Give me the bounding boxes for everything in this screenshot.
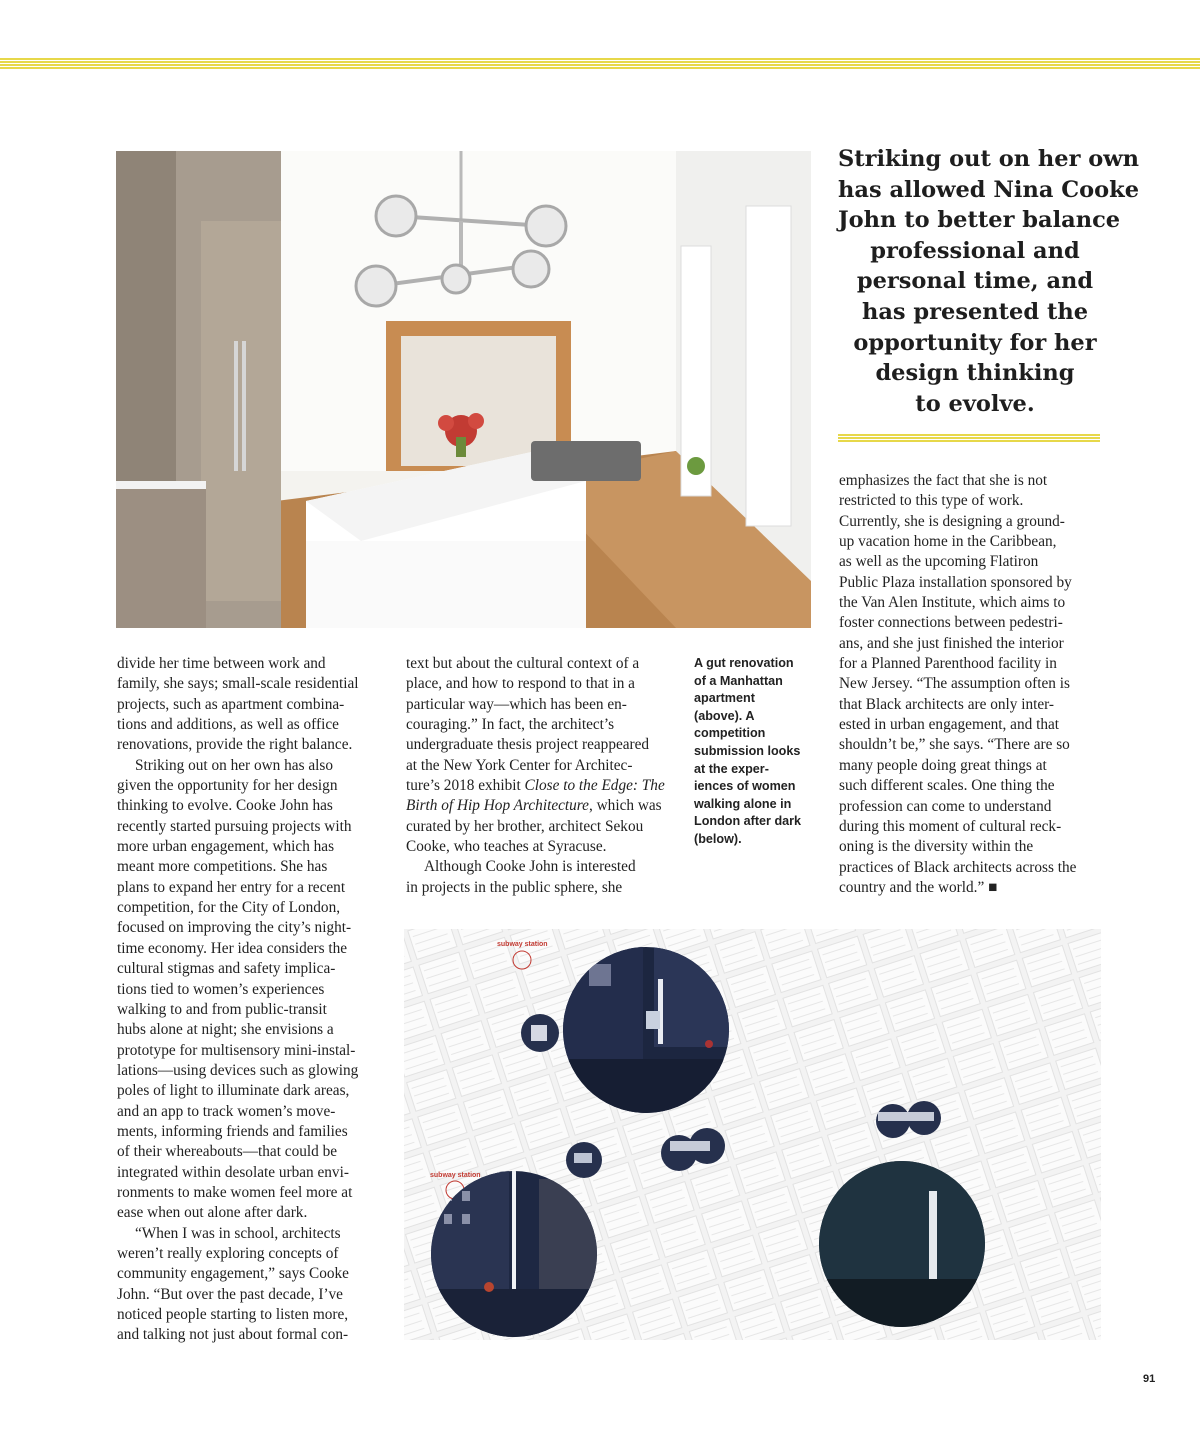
text-line: Currently, she is designing a ground- bbox=[839, 512, 1065, 530]
caption-line: of a Manhattan bbox=[694, 673, 783, 688]
text-line: Cooke, who teaches at Syracuse. bbox=[406, 838, 607, 856]
text-line: practices of Black architects across the bbox=[839, 858, 1077, 876]
text-line: projects, such as apartment combina- bbox=[117, 695, 345, 713]
text-line: hubs alone at night; she envisions a bbox=[117, 1021, 334, 1039]
text-line: country and the world.” ■ bbox=[839, 878, 998, 896]
text-line: ments, informing friends and families bbox=[117, 1122, 348, 1140]
text-line: restricted to this type of work. bbox=[839, 492, 1024, 510]
text-line: in projects in the public sphere, she bbox=[406, 878, 623, 896]
pull-quote-line: opportunity for her bbox=[853, 329, 1097, 356]
text-line bbox=[406, 776, 665, 796]
caption-line: submission looks bbox=[694, 743, 801, 758]
body-column-1 bbox=[117, 654, 359, 1346]
text-line: such different scales. One thing the bbox=[839, 777, 1055, 795]
text-line: time economy. Her idea considers the bbox=[117, 939, 348, 957]
text-line: emphasizes the fact that she is not bbox=[839, 472, 1048, 489]
text-line: ease when out alone after dark. bbox=[117, 1204, 308, 1222]
text-line: and talking not just about formal con- bbox=[117, 1326, 349, 1344]
caption-line: at the exper- bbox=[694, 761, 769, 776]
text-line: Although Cooke John is interested bbox=[424, 858, 636, 876]
text-line: integrated within desolate urban envi- bbox=[117, 1163, 349, 1181]
body-column-2 bbox=[406, 654, 665, 898]
text-line: at the New York Center for Architec- bbox=[406, 756, 633, 774]
text-line: prototype for multisensory mini-instal- bbox=[117, 1041, 356, 1059]
text-line: renovations, provide the right balance. bbox=[117, 736, 353, 754]
text-line: text but about the cultural context of a bbox=[406, 655, 640, 672]
text-line: meant more competitions. She has bbox=[117, 858, 328, 876]
text-line: for a Planned Parenthood facility in bbox=[839, 655, 1057, 673]
text-line: as well as the upcoming Flatiron bbox=[839, 553, 1039, 571]
caption-line: A gut renovation bbox=[694, 656, 794, 670]
text-line: focused on improving the city’s night- bbox=[117, 919, 352, 937]
pull-quote bbox=[838, 144, 1140, 419]
text-line: profession can come to understand bbox=[839, 797, 1052, 815]
text-line: particular way—which has been en- bbox=[406, 695, 627, 713]
caption-line: apartment bbox=[694, 691, 755, 706]
top-accent-rule bbox=[0, 58, 1200, 70]
caption-line: London after dark bbox=[694, 814, 802, 829]
text-line: that Black architects are only inter- bbox=[839, 695, 1055, 713]
text-line: weren’t really exploring concepts of bbox=[117, 1244, 339, 1262]
text-line: couraging.” In fact, the architect’s bbox=[406, 716, 615, 734]
competition-map-illustration bbox=[404, 929, 1101, 1340]
text-line: ans, and she just finished the interior bbox=[839, 634, 1064, 652]
pull-quote-line: Striking out on her own bbox=[838, 146, 1139, 172]
text-line: lations—using devices such as glowing bbox=[117, 1061, 359, 1079]
caption-line: competition bbox=[694, 726, 766, 741]
text-line: walking to and from public-transit bbox=[117, 1000, 327, 1018]
text-line: “When I was in school, architects bbox=[135, 1224, 341, 1242]
text-line: divide her time between work and bbox=[117, 655, 326, 672]
text-line: community engagement,” says Cooke bbox=[117, 1265, 349, 1283]
station-label-2: subway station bbox=[430, 1172, 481, 1179]
caption-line: walking alone in bbox=[694, 796, 792, 811]
text-line: competition, for the City of London, bbox=[117, 899, 341, 917]
text-line: ronments to make women feel more at bbox=[117, 1183, 353, 1201]
pull-quote-line: John to better balance bbox=[838, 207, 1121, 234]
caption-line: (above). A bbox=[694, 708, 755, 723]
kitchen-photo bbox=[116, 151, 811, 628]
text-line: up vacation home in the Caribbean, bbox=[839, 533, 1057, 551]
text-line: cultural stigmas and safety implica- bbox=[117, 960, 336, 978]
text-line: Public Plaza installation sponsored by bbox=[839, 573, 1072, 591]
page-number: 91 bbox=[1143, 1373, 1156, 1385]
station-label-1: subway station bbox=[497, 941, 548, 948]
caption-line: (below). bbox=[694, 831, 742, 846]
caption-line: iences of women bbox=[694, 779, 796, 794]
pull-quote-line: has allowed Nina Cooke bbox=[838, 176, 1140, 203]
text-line: place, and how to respond to that in a bbox=[406, 675, 635, 693]
text-line: family, she says; small-scale residential bbox=[117, 675, 359, 693]
text-line: many people doing great things at bbox=[839, 756, 1047, 774]
text-line: ested in urban engagement, and that bbox=[839, 716, 1060, 734]
text-line: tions and additions, as well as office bbox=[117, 716, 339, 734]
pull-quote-line: professional and bbox=[870, 237, 1080, 264]
pull-quote-line: personal time, and bbox=[856, 268, 1094, 295]
text-line: oning is the diversity within the bbox=[839, 838, 1034, 856]
exhibit-title: Close to the Edge: The bbox=[524, 777, 665, 795]
text-line: New Jersey. “The assumption often is bbox=[839, 675, 1070, 693]
text-line: tions tied to women’s experiences bbox=[117, 980, 325, 998]
pull-quote-line: to evolve. bbox=[915, 390, 1035, 417]
text-line: during this moment of cultural reck- bbox=[839, 817, 1062, 835]
text-line bbox=[406, 796, 665, 816]
text-run: ture’s 2018 exhibit bbox=[406, 777, 525, 795]
text-line: recently started pursuing projects with bbox=[117, 817, 352, 835]
pull-quote-accent-rule bbox=[838, 434, 1100, 445]
text-line: foster connections between pedestri- bbox=[839, 614, 1063, 632]
text-line: noticed people starting to listen more, bbox=[117, 1306, 349, 1323]
body-column-3 bbox=[839, 471, 1076, 898]
text-line: the Van Alen Institute, which aims to bbox=[839, 594, 1066, 612]
text-line: curated by her brother, architect Sekou bbox=[406, 817, 644, 835]
text-line: and an app to track women’s move- bbox=[117, 1102, 336, 1120]
text-line: of their whereabouts—that could be bbox=[117, 1143, 338, 1161]
pull-quote-line: design thinking bbox=[875, 360, 1075, 387]
text-line: thinking to evolve. Cooke John has bbox=[117, 797, 333, 815]
text-line: shouldn’t be,” she says. “There are so bbox=[839, 736, 1070, 754]
text-line: given the opportunity for her design bbox=[117, 777, 338, 795]
exhibit-title: Birth of Hip Hop Architecture bbox=[406, 797, 589, 815]
text-line: John. “But over the past decade, I’ve bbox=[117, 1285, 343, 1303]
text-line: Striking out on her own has also bbox=[135, 756, 333, 774]
text-line: undergraduate thesis project reappeared bbox=[406, 736, 650, 754]
text-line: poles of light to illuminate dark areas, bbox=[117, 1082, 350, 1100]
pull-quote-line: has presented the bbox=[861, 298, 1089, 325]
text-line: plans to expand her entry for a recent bbox=[117, 878, 346, 896]
text-run: , which was bbox=[588, 797, 662, 815]
photo-caption bbox=[694, 655, 819, 849]
text-line: more urban engagement, which has bbox=[117, 838, 335, 856]
